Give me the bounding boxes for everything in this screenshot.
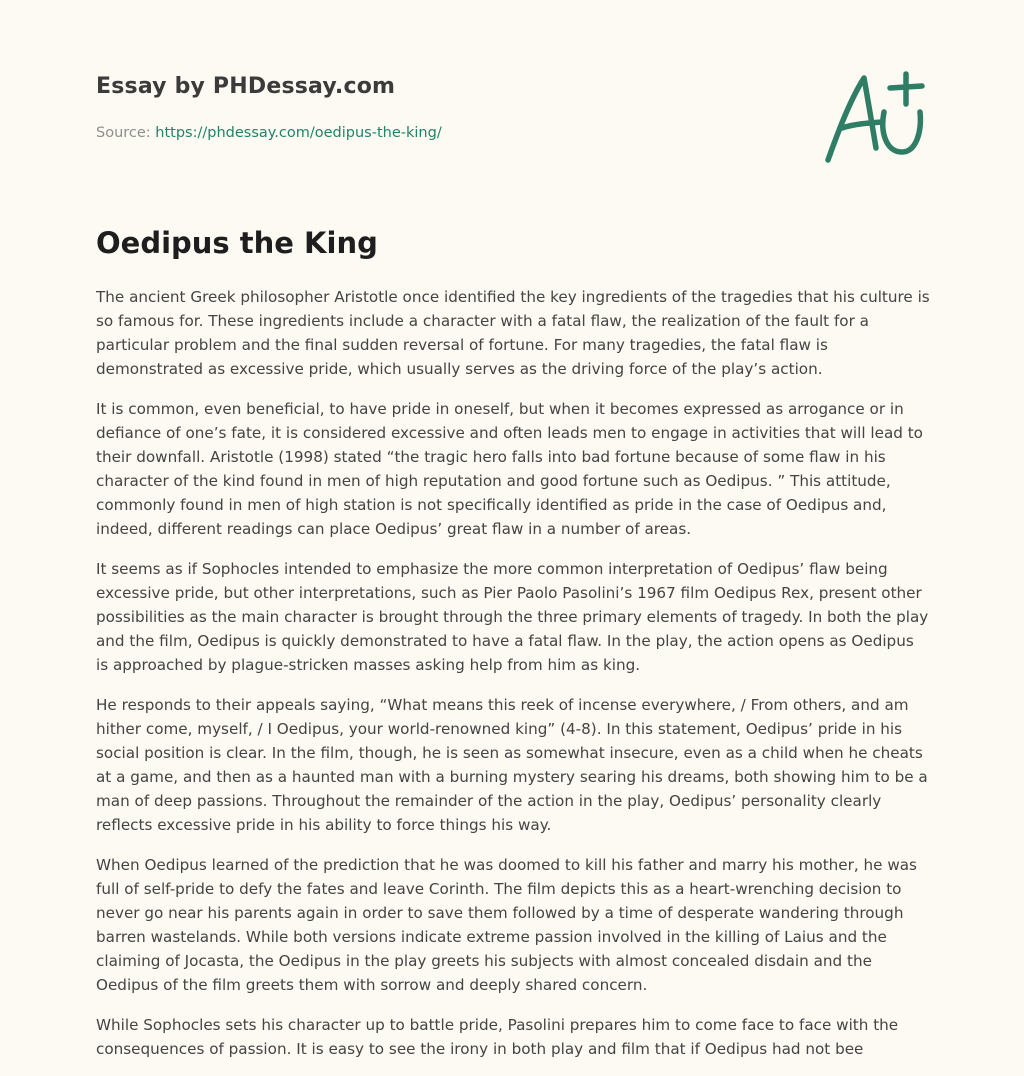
source-line	[96, 125, 736, 141]
source-label: Source:	[96, 125, 156, 141]
essay-paragraph: He responds to their appeals saying, “What means this reek of incense everywhere, / From others, and am hither come, myself, / I Oedipus, your world-renowned king” (4-8). In this statement, Oedipus’ pride in his social position is clear. In the film, though, he is seen as somewhat insecure, even as a child when he cheats at a game, and then as a haunted man with a burning mystery searing his dreams, both showing him to be a man of deep passions. Throughout the remainder of the action in the play, Oedipus’ personality clearly reflects excessive pride in his ability to force things his way.	[96, 696, 928, 834]
essay-title: Oedipus the King	[96, 226, 378, 260]
essay-paragraph: It seems as if Sophocles intended to emphasize the more common interpretation of Oedipus’ flaw being excessive pride, but other interpretations, such as Pier Paolo Pasolini’s 1967 film Oedipus Rex, present other possibilities as the main character is brought through the three primary elements of tragedy. In both the play and the film, Oedipus is quickly demonstrated to have a fatal flaw. In the play, the action opens as Oedipus is approached by plague-stricken masses asking help from him as king.	[96, 560, 929, 674]
essay-body	[96, 285, 930, 1076]
site-title: Essay by PHDessay.com	[96, 74, 396, 99]
essay-paragraph: While Sophocles sets his character up to battle pride, Pasolini prepares him to come face to face with the consequences of passion. It is easy to see the irony in both play and film that if Oedipus had not bee	[96, 1016, 899, 1058]
source-link[interactable]: https://phdessay.com/oedipus-the-king/	[155, 125, 442, 141]
essay-paragraph: It is common, even beneficial, to have pride in oneself, but when it becomes expressed as arrogance or in defiance of one’s fate, it is considered excessive and often leads men to engage in activities that will lead to their downfall. Aristotle (1998) stated “the tragic hero falls into bad fortune because of some flaw in his character of the kind found in men of high reputation and good fortune such as Oedipus. ” This attitude, commonly found in men of high station is not specifically identified as pride in the case of Oedipus and, indeed, different readings can place Oedipus’ great flaw in a number of areas.	[96, 400, 923, 538]
essay-paragraph: When Oedipus learned of the prediction that he was doomed to kill his father and marry his mother, he was full of self-pride to defy the fates and leave Corinth. The film depicts this as a heart-wrenching decision to never go near his parents again in order to save them followed by a time of desperate wandering through barren wastelands. While both versions indicate extreme passion involved in the killing of Laius and the claiming of Jocasta, the Oedipus in the play greets his subjects with almost concealed disdain and the Oedipus of the film greets them with sorrow and deeply shared concern.	[96, 856, 917, 994]
a-plus-grade-icon	[818, 66, 930, 166]
page-header	[96, 74, 736, 141]
essay-paragraph: The ancient Greek philosopher Aristotle once identified the key ingredients of the tragedies that his culture is so famous for. These ingredients include a character with a fatal flaw, the realization of the fault for a particular problem and the final sudden reversal of fortune. For many tragedies, the fatal flaw is demonstrated as excessive pride, which usually serves as the driving force of the play’s action.	[96, 288, 930, 378]
